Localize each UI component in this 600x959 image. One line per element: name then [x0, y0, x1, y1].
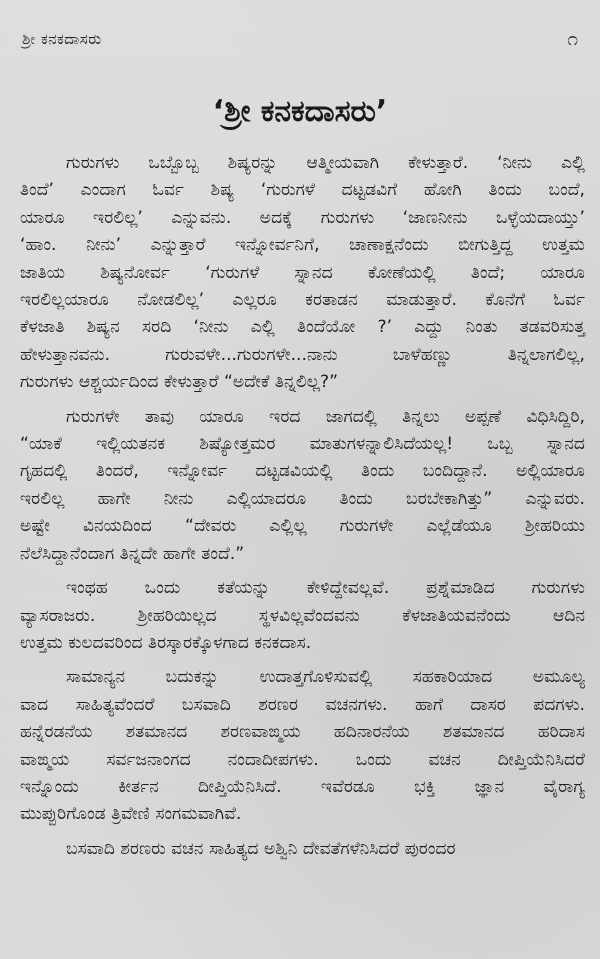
text-line: ತಿಂದೆ’ ಎಂದಾಗ ಓರ್ವ ಶಿಷ್ಯ ‘ಗುರುಗಳೆ ದಟ್ಟಡವಿಗೆ ಹೋಗಿ ತಿಂದು ಬಂದೆ,	[20, 180, 585, 201]
text-line: ಗೃಹದಲ್ಲಿ ತಿಂದರೆ, ಇನ್ನೋರ್ವ ದಟ್ಟಡವಿಯಲ್ಲಿ ತಿಂದು ಬಂದಿದ್ದಾನೆ. ಅಲ್ಲಿಯಾರೂ	[20, 461, 585, 482]
text-line: ಹೇಳುತ್ತಾನವನು. ಗುರುವಳೇ...ಗುರುಗಳೇ...ನಾನು ಬಾಳೆಹಣ್ಣು ತಿನ್ನಲಾಗಲಿಲ್ಲ,	[20, 344, 585, 365]
text-line: ಅಷ್ಟೇ ವಿನಯದಿಂದ “ದೇವರು ಎಲ್ಲಿಲ್ಲ ಗುರುಗಳೇ ಎಲ್ಲೆಡೆಯೂ ಶ್ರೀಹರಿಯು	[20, 516, 585, 537]
paragraph-4	[20, 664, 585, 828]
text-line: ಗುರುಗಳೇ ತಾವು ಯಾರೂ ಇರದ ಜಾಗದಲ್ಲಿ ತಿನ್ನಲು ಅಪ್ಪಣೆ ವಿಧಿಸಿದ್ದಿರಿ,	[66, 406, 585, 427]
text-line: ಯಾರೂ ಇರಲಿಲ್ಲ’ ಎನ್ನುವನು. ಅದಕ್ಕೆ ಗುರುಗಳು ‘ಜಾಣನೀನು ಒಳ್ಳೆಯದಾಯ್ತು’	[20, 207, 585, 228]
text-line: ‘ಹಾಂ. ನೀನು’ ಎನ್ನುತ್ತಾರೆ ಇನ್ನೋರ್ವನಿಗೆ, ಚಾಣಾಕ್ಷನೆಂದು ಬೀಗುತ್ತಿದ್ದ ಉತ್ತಮ	[20, 235, 585, 256]
text-line: ಉತ್ತಮ ಕುಲದವರಿಂದ ತಿರಸ್ಕಾರಕ್ಕೊಳಗಾದ ಕನಕದಾಸ.	[20, 632, 312, 653]
text-line: ವಾದ ಸಾಹಿತ್ಯವೆಂದರೆ ಬಸವಾದಿ ಶರಣರ ವಚನಗಳು. ಹಾಗೆ ದಾಸರ ಪದಗಳು.	[20, 694, 585, 715]
text-line: ಇಂಥಹ ಒಂದು ಕತೆಯನ್ನು ಕೇಳಿದ್ದೇವಲ್ಲವೆ. ಪ್ರಶ್ನೆಮಾಡಿದ ಗುರುಗಳು	[66, 578, 585, 599]
text-line: ಇರಲಿಲ್ಲಯಾರೂ ನೋಡಲಿಲ್ಲ’ ಎಲ್ಲರೂ ಕರತಾಡನ ಮಾಡುತ್ತಾರೆ. ಕೊನೆಗೆ ಓರ್ವ	[20, 290, 585, 311]
paragraph-5	[20, 836, 585, 863]
paragraph-2	[20, 404, 585, 568]
running-header-title: ಶ್ರೀ ಕನಕದಾಸರು	[22, 30, 102, 48]
page-number: ೧	[567, 28, 578, 50]
text-line: ಗುರುಗಳು ಒಬ್ಬೊಬ್ಬ ಶಿಷ್ಯರನ್ನು ಆತ್ಮೀಯವಾಗಿ ಕೇಳುತ್ತಾರೆ. ‘ನೀನು ಎಲ್ಲಿ	[66, 153, 585, 173]
chapter-title: ‘ಶ್ರೀ ಕನಕದಾಸರು’	[212, 94, 388, 129]
text-line: ವಾಙ್ಮಯ ಸರ್ವಜನಾಂಗದ ನಂದಾದೀಪಗಳು. ಒಂದು ವಚನ ದೀಪ್ತಿಯೆನಿಸಿದರೆ	[20, 749, 585, 770]
text-line: “ಯಾಕೆ ಇಲ್ಲಿಯತನಕ ಶಿಷ್ಯೋತ್ತಮರ ಮಾತುಗಳನ್ನಾಲಿಸಿದೆಯಲ್ಲ! ಒಬ್ಬ ಸ್ನಾನದ	[20, 434, 585, 455]
text-line: ಹನ್ನೆರಡನೆಯ ಶತಮಾನದ ಶರಣವಾಙ್ಮಯ ಹದಿನಾರನೆಯ ಶತಮಾನದ ಹರಿದಾಸ	[20, 722, 585, 743]
body-text	[20, 150, 585, 870]
text-line: ಕೆಳಜಾತಿ ಶಿಷ್ಯನ ಸರದಿ ‘ನೀನು ಎಲ್ಲಿ ತಿಂದೆಯೋ ?’ ಎದ್ದು ನಿಂತು ತಡವರಿಸುತ್ತ	[20, 317, 585, 338]
text-line: ಸಾಮಾನ್ಯನ ಬದುಕನ್ನು ಉದಾತ್ತಗೊಳಿಸುವಲ್ಲಿ ಸಹಕಾರಿಯಾದ ಅಮೂಲ್ಯ	[66, 667, 585, 688]
paragraph-1	[20, 150, 585, 397]
paragraph-3	[20, 575, 585, 657]
text-line: ಗುರುಗಳು ಆಶ್ಚರ್ಯದಿಂದ ಕೇಳುತ್ತಾರೆ “ಅದೇಕೆ ತಿನ್ನಲಿಲ್ಲ?”	[20, 372, 338, 393]
text-line: ಮುಪ್ಪುರಿಗೊಂಡ ತ್ರಿವೇಣಿ ಸಂಗಮವಾಗಿವೆ.	[20, 804, 242, 825]
text-line: ಬಸವಾದಿ ಶರಣರು ವಚನ ಸಾಹಿತ್ಯದ ಅಶ್ವಿನಿ ದೇವತೆಗಳೆನಿಸಿದರೆ ಪುರಂದರ	[66, 838, 456, 859]
text-line: ಇರಲಿಲ್ಲ ಹಾಗೇ ನೀನು ಎಲ್ಲಿಯಾದರೂ ತಿಂದು ಬರಬೇಕಾಗಿತ್ತು” ಎನ್ನುವರು.	[20, 488, 585, 509]
text-line: ಜಾತಿಯ ಶಿಷ್ಯನೋರ್ವ ‘ಗುರುಗಳೆ ಸ್ನಾನದ ಕೋಣೆಯಲ್ಲಿ ತಿಂದೆ; ಯಾರೂ	[20, 262, 585, 283]
text-line: ಇನ್ನೊಂದು ಕೀರ್ತನ ದೀಪ್ತಿಯೆನಿಸಿದೆ. ಇವೆರಡೂ ಭಕ್ತಿ ಜ್ಞಾನ ವೈರಾಗ್ಯ	[20, 776, 585, 797]
text-line: ವ್ಯಾಸರಾಜರು. ಶ್ರೀಹರಿಯಿಲ್ಲದ ಸ್ಥಳವಿಲ್ಲವೆಂದವನು ಕೆಳಜಾತಿಯವನೆಂದು ಆದಿನ	[20, 605, 585, 626]
text-line: ನೆಲೆಸಿದ್ದಾನೆಂದಾಗ ತಿನ್ನದೇ ಹಾಗೇ ತಂದೆ.”	[20, 543, 245, 564]
